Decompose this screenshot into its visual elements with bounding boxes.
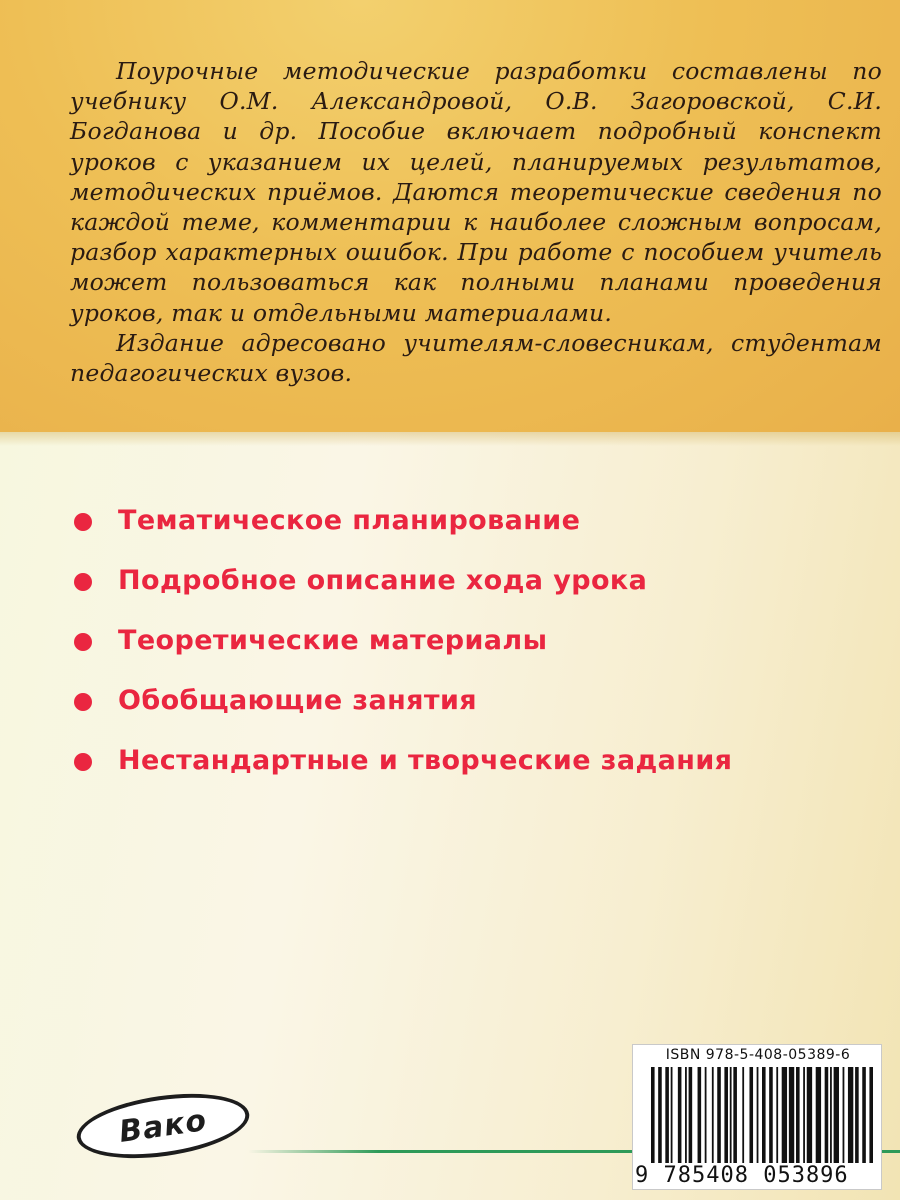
barcode-bar [671, 1067, 673, 1163]
description-text [70, 56, 882, 388]
feature-item [74, 686, 884, 716]
barcode-bar [717, 1067, 721, 1163]
bullet-icon [74, 573, 92, 591]
bullet-icon [74, 513, 92, 531]
barcode-bar [724, 1067, 728, 1163]
feature-item [74, 506, 884, 536]
feature-label: Тематическое планирование [118, 505, 581, 536]
barcode-bar [816, 1067, 821, 1163]
feature-item [74, 566, 884, 596]
barcode-bar [843, 1067, 845, 1163]
barcode-bar [869, 1067, 873, 1163]
feature-label: Обобщающие занятия [118, 685, 478, 716]
feature-label: Теоретические материалы [118, 625, 548, 656]
barcode-bar [749, 1067, 753, 1163]
feature-item [74, 746, 884, 776]
barcode-bar [855, 1067, 859, 1163]
barcode-bar [665, 1067, 669, 1163]
barcode-bar [730, 1067, 732, 1163]
barcode-bar [762, 1067, 766, 1163]
features-list [74, 506, 884, 806]
logo-text: Вако [116, 1102, 210, 1150]
description-paragraph-1: Поурочные методические разработки составлены по учебнику О.М. Александровой, О.В. Загоровской, С.И. Богданова и др. Пособие включает подробный конспект уроков с указанием их целей, планируемых результатов, методических приёмов. Даются теоретические сведения по каждой теме, комментарии к наиболее сложным вопросам, разбор характерных ошибок. При работе с пособием учитель может пользоваться как полными планами проведения уроков, так и отдельными материалами. [70, 57, 882, 327]
barcode-bar [705, 1067, 707, 1163]
barcode-bars [651, 1067, 873, 1163]
isbn-text: ISBN 978-5-408-05389-6 [665, 1047, 851, 1063]
feature-label: Подробное описание хода урока [118, 565, 648, 596]
barcode-block [632, 1044, 882, 1190]
barcode-bar [685, 1067, 687, 1163]
barcode-bar [803, 1067, 805, 1163]
barcode-bar [862, 1067, 866, 1163]
barcode-bar [769, 1067, 773, 1163]
description-band [0, 0, 900, 432]
bullet-icon [74, 633, 92, 651]
barcode-bar [789, 1067, 794, 1163]
description-paragraph-2: Издание адресовано учителям-словесникам, студентам педагогических вузов. [70, 328, 882, 388]
barcode-bar [796, 1067, 800, 1163]
bullet-icon [74, 753, 92, 771]
barcode-bar [678, 1067, 682, 1163]
barcode-bar [658, 1067, 662, 1163]
barcode-bar [825, 1067, 829, 1163]
barcode-bar [848, 1067, 853, 1163]
barcode-bar [651, 1067, 655, 1163]
barcode-bar [742, 1067, 744, 1163]
barcode-bar [698, 1067, 702, 1163]
ean-number: 9 785408 053896 [635, 1163, 849, 1188]
barcode-bar [807, 1067, 812, 1163]
feature-item [74, 626, 884, 656]
barcode-bar [757, 1067, 759, 1163]
barcode-bar [782, 1067, 787, 1163]
barcode-bar [689, 1067, 693, 1163]
barcode-bar [776, 1067, 778, 1163]
feature-label: Нестандартные и творческие задания [118, 745, 733, 776]
barcode-bar [830, 1067, 832, 1163]
barcode-bar [733, 1067, 737, 1163]
barcode-bar [712, 1067, 714, 1163]
bullet-icon [74, 693, 92, 711]
barcode-bar [834, 1067, 839, 1163]
